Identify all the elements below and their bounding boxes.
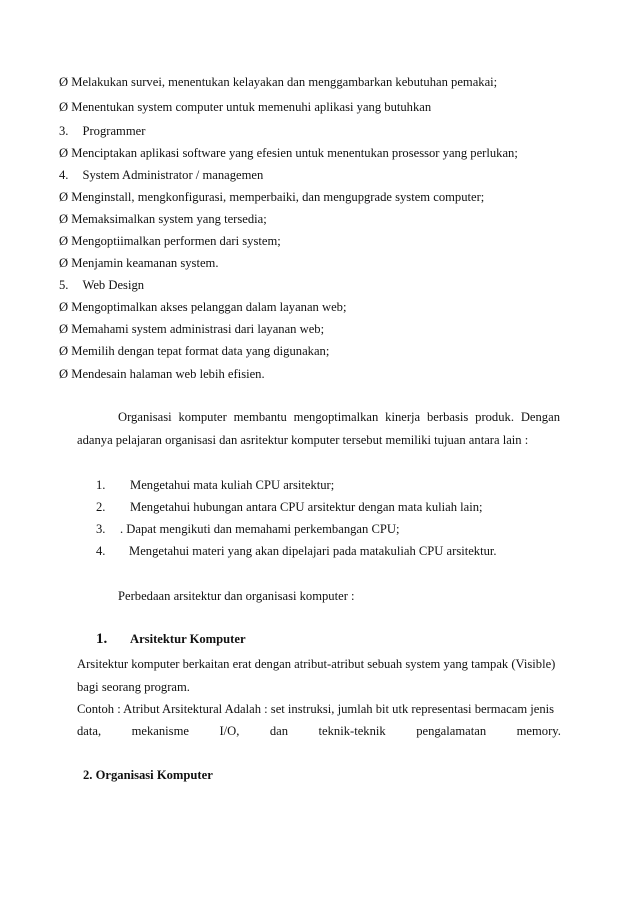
role-title: System Administrator / managemen (82, 168, 264, 182)
bullet-item: Ø Mendesain halaman web lebih efisien. (59, 367, 265, 381)
intro-paragraph-line-1: Organisasi komputer membantu mengoptimalkan kinerja berbasis produk. Dengan (118, 410, 560, 424)
bullet-item: Ø Mengoptimalkan akses pelanggan dalam layanan web; (59, 300, 347, 314)
section-paragraph-line: bagi seorang program. (77, 680, 190, 694)
goal-number: 4. (96, 544, 106, 558)
role-heading (59, 167, 263, 183)
bullet-item: Ø Melakukan survei, menentukan kelayakan dan menggambarkan kebutuhan pemakai; (59, 75, 498, 89)
goal-text: Mengetahui materi yang akan dipelajari pada matakuliah CPU arsitektur. (129, 544, 497, 558)
role-number: 5. (59, 278, 69, 292)
section-paragraph-line: Contoh : Atribut Arsitektural Adalah : set instruksi, jumlah bit utk representasi bermacam jenis (77, 702, 555, 716)
role-number: 4. (59, 168, 69, 182)
section-paragraph-line: data, mekanisme I/O, dan teknik-teknik pengalamatan memory. (77, 724, 561, 738)
bullet-item: Ø Memilih dengan tepat format data yang digunakan; (59, 344, 330, 358)
role-title: Programmer (82, 124, 146, 138)
bullet-item: Ø Menciptakan aplikasi software yang efesien untuk menentukan prosessor yang perlukan; (59, 146, 518, 160)
goal-number: 2. (96, 500, 106, 514)
goal-item (96, 477, 334, 493)
section-heading: 2. Organisasi Komputer (83, 768, 213, 782)
role-number: 3. (59, 124, 69, 138)
goal-text: . Dapat mengikuti dan memahami perkembangan CPU; (120, 522, 400, 536)
bullet-item: Ø Menginstall, mengkonfigurasi, memperbaiki, dan mengupgrade system computer; (59, 190, 485, 204)
role-heading (59, 277, 144, 293)
bullet-item: Ø Menentukan system computer untuk memenuhi aplikasi yang butuhkan (59, 100, 432, 114)
differences-intro: Perbedaan arsitektur dan organisasi komputer : (118, 589, 355, 603)
goal-number: 1. (96, 478, 106, 492)
goal-text: Mengetahui mata kuliah CPU arsitektur; (130, 478, 335, 492)
goal-text: Mengetahui hubungan antara CPU arsitektur dengan mata kuliah lain; (130, 500, 483, 514)
bullet-item: Ø Mengoptiimalkan performen dari system; (59, 234, 281, 248)
section-heading (96, 631, 246, 647)
goal-item (96, 543, 497, 559)
role-title: Web Design (82, 278, 145, 292)
section-paragraph-line: Arsitektur komputer berkaitan erat dengan atribut-atribut sebuah system yang tampak (Visible) (77, 657, 556, 671)
intro-paragraph-line-2: adanya pelajaran organisasi dan asritektur komputer tersebut memiliki tujuan antara lain : (77, 433, 529, 447)
section-number: 1. (96, 631, 108, 647)
goal-item (96, 521, 399, 537)
bullet-item: Ø Menjamin keamanan system. (59, 256, 219, 270)
section-title: Arsitektur Komputer (130, 632, 246, 646)
goal-item (96, 499, 483, 515)
bullet-item: Ø Memahami system administrasi dari layanan web; (59, 322, 325, 336)
role-heading (59, 123, 145, 139)
goal-number: 3. (96, 522, 106, 536)
bullet-item: Ø Memaksimalkan system yang tersedia; (59, 212, 267, 226)
